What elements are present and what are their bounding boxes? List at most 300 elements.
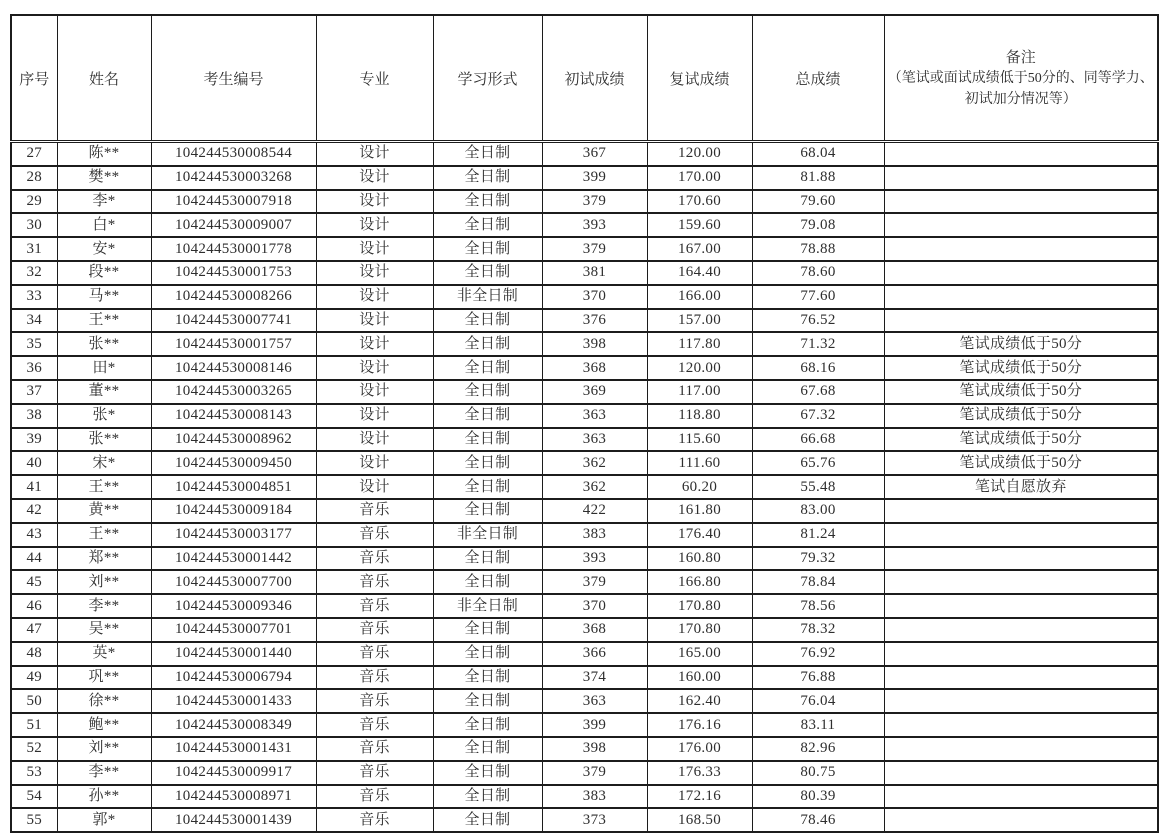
- cell-mode: 全日制: [433, 428, 542, 452]
- table-row: [11, 594, 1158, 618]
- cell-name: 英*: [57, 642, 151, 666]
- table-row: [11, 332, 1158, 356]
- cell-id: 104244530008266: [151, 285, 316, 309]
- cell-retest: 167.00: [647, 237, 752, 261]
- cell-no: 33: [11, 285, 57, 309]
- cell-id: 104244530001442: [151, 547, 316, 571]
- cell-mode: 全日制: [433, 499, 542, 523]
- cell-mode: 全日制: [433, 570, 542, 594]
- cell-no: 49: [11, 666, 57, 690]
- cell-mode: 全日制: [433, 213, 542, 237]
- cell-total: 81.24: [752, 523, 884, 547]
- cell-id: 104244530003177: [151, 523, 316, 547]
- cell-remark: [884, 689, 1158, 713]
- cell-major: 设计: [316, 237, 433, 261]
- cell-id: 104244530008971: [151, 785, 316, 809]
- cell-name: 鲍**: [57, 713, 151, 737]
- cell-total: 83.00: [752, 499, 884, 523]
- cell-mode: 非全日制: [433, 523, 542, 547]
- cell-id: 104244530004851: [151, 475, 316, 499]
- cell-retest: 111.60: [647, 451, 752, 475]
- cell-remark: [884, 737, 1158, 761]
- table-row: [11, 380, 1158, 404]
- cell-mode: 全日制: [433, 689, 542, 713]
- cell-initial: 379: [542, 190, 647, 214]
- cell-id: 104244530009917: [151, 761, 316, 785]
- column-header-major: [316, 15, 433, 142]
- cell-retest: 170.80: [647, 594, 752, 618]
- cell-mode: 全日制: [433, 618, 542, 642]
- table-header: [11, 15, 1158, 142]
- cell-name: 王**: [57, 475, 151, 499]
- cell-initial: 399: [542, 713, 647, 737]
- column-header-initial: [542, 15, 647, 142]
- cell-remark: 笔试成绩低于50分: [884, 428, 1158, 452]
- table-row: [11, 785, 1158, 809]
- table-row: [11, 499, 1158, 523]
- cell-initial: 393: [542, 547, 647, 571]
- cell-name: 董**: [57, 380, 151, 404]
- table-row: [11, 166, 1158, 190]
- cell-no: 42: [11, 499, 57, 523]
- cell-id: 104244530007700: [151, 570, 316, 594]
- cell-total: 65.76: [752, 451, 884, 475]
- cell-name: 孙**: [57, 785, 151, 809]
- cell-major: 设计: [316, 380, 433, 404]
- cell-remark: 笔试成绩低于50分: [884, 404, 1158, 428]
- cell-id: 104244530008962: [151, 428, 316, 452]
- cell-id: 104244530007918: [151, 190, 316, 214]
- cell-mode: 全日制: [433, 451, 542, 475]
- cell-no: 30: [11, 213, 57, 237]
- cell-id: 104244530001440: [151, 642, 316, 666]
- cell-remark: 笔试成绩低于50分: [884, 380, 1158, 404]
- cell-total: 79.60: [752, 190, 884, 214]
- cell-initial: 366: [542, 642, 647, 666]
- cell-no: 35: [11, 332, 57, 356]
- cell-initial: 379: [542, 237, 647, 261]
- table-row: [11, 356, 1158, 380]
- cell-retest: 60.20: [647, 475, 752, 499]
- cell-name: 王**: [57, 523, 151, 547]
- cell-remark: [884, 190, 1158, 214]
- cell-id: 104244530008146: [151, 356, 316, 380]
- cell-major: 设计: [316, 142, 433, 166]
- cell-total: 78.56: [752, 594, 884, 618]
- cell-remark: [884, 166, 1158, 190]
- cell-initial: 379: [542, 570, 647, 594]
- cell-retest: 170.60: [647, 190, 752, 214]
- cell-total: 76.52: [752, 309, 884, 333]
- cell-name: 徐**: [57, 689, 151, 713]
- cell-total: 76.92: [752, 642, 884, 666]
- cell-retest: 176.00: [647, 737, 752, 761]
- cell-remark: 笔试成绩低于50分: [884, 356, 1158, 380]
- cell-retest: 117.00: [647, 380, 752, 404]
- column-label: 初试成绩: [564, 71, 625, 88]
- cell-retest: 170.80: [647, 618, 752, 642]
- cell-name: 田*: [57, 356, 151, 380]
- cell-name: 刘**: [57, 737, 151, 761]
- cell-id: 104244530001431: [151, 737, 316, 761]
- cell-initial: 393: [542, 213, 647, 237]
- cell-name: 郭*: [57, 808, 151, 832]
- cell-no: 37: [11, 380, 57, 404]
- cell-retest: 166.00: [647, 285, 752, 309]
- cell-retest: 176.33: [647, 761, 752, 785]
- cell-mode: 非全日制: [433, 285, 542, 309]
- cell-total: 82.96: [752, 737, 884, 761]
- cell-total: 67.32: [752, 404, 884, 428]
- table-row: [11, 475, 1158, 499]
- cell-remark: [884, 570, 1158, 594]
- cell-major: 设计: [316, 451, 433, 475]
- cell-retest: 120.00: [647, 356, 752, 380]
- cell-remark: [884, 261, 1158, 285]
- cell-retest: 166.80: [647, 570, 752, 594]
- cell-total: 68.04: [752, 142, 884, 166]
- cell-id: 104244530008143: [151, 404, 316, 428]
- cell-total: 79.08: [752, 213, 884, 237]
- cell-major: 设计: [316, 213, 433, 237]
- cell-retest: 160.80: [647, 547, 752, 571]
- cell-initial: 363: [542, 404, 647, 428]
- cell-initial: 370: [542, 594, 647, 618]
- cell-initial: 362: [542, 475, 647, 499]
- cell-no: 29: [11, 190, 57, 214]
- cell-retest: 160.00: [647, 666, 752, 690]
- cell-no: 53: [11, 761, 57, 785]
- cell-name: 黄**: [57, 499, 151, 523]
- cell-remark: [884, 618, 1158, 642]
- cell-mode: 全日制: [433, 642, 542, 666]
- cell-name: 张*: [57, 404, 151, 428]
- table-row: [11, 713, 1158, 737]
- cell-major: 音乐: [316, 594, 433, 618]
- table-body: [11, 142, 1158, 833]
- cell-remark: [884, 761, 1158, 785]
- cell-major: 设计: [316, 309, 433, 333]
- cell-total: 76.04: [752, 689, 884, 713]
- table-row: [11, 523, 1158, 547]
- cell-mode: 全日制: [433, 761, 542, 785]
- cell-major: 设计: [316, 261, 433, 285]
- cell-total: 78.46: [752, 808, 884, 832]
- cell-id: 104244530001433: [151, 689, 316, 713]
- column-label: 总成绩: [795, 71, 841, 88]
- cell-retest: 117.80: [647, 332, 752, 356]
- cell-initial: 368: [542, 356, 647, 380]
- cell-no: 50: [11, 689, 57, 713]
- cell-id: 104244530009007: [151, 213, 316, 237]
- column-header-retest: [647, 15, 752, 142]
- cell-retest: 172.16: [647, 785, 752, 809]
- cell-major: 音乐: [316, 713, 433, 737]
- cell-major: 设计: [316, 285, 433, 309]
- column-label: 考生编号: [203, 71, 264, 88]
- cell-no: 54: [11, 785, 57, 809]
- cell-mode: 非全日制: [433, 594, 542, 618]
- cell-major: 音乐: [316, 570, 433, 594]
- cell-remark: [884, 713, 1158, 737]
- cell-mode: 全日制: [433, 356, 542, 380]
- cell-initial: 422: [542, 499, 647, 523]
- results-table: [10, 14, 1159, 833]
- cell-id: 104244530009184: [151, 499, 316, 523]
- cell-id: 104244530003268: [151, 166, 316, 190]
- cell-name: 李**: [57, 594, 151, 618]
- cell-id: 104244530008349: [151, 713, 316, 737]
- cell-name: 白*: [57, 213, 151, 237]
- cell-mode: 全日制: [433, 475, 542, 499]
- column-header-id: [151, 15, 316, 142]
- cell-name: 马**: [57, 285, 151, 309]
- cell-id: 104244530006794: [151, 666, 316, 690]
- cell-initial: 383: [542, 785, 647, 809]
- cell-no: 44: [11, 547, 57, 571]
- cell-major: 设计: [316, 428, 433, 452]
- table-row: [11, 190, 1158, 214]
- cell-retest: 170.00: [647, 166, 752, 190]
- cell-major: 音乐: [316, 666, 433, 690]
- cell-retest: 159.60: [647, 213, 752, 237]
- cell-major: 设计: [316, 404, 433, 428]
- table-row: [11, 547, 1158, 571]
- cell-total: 77.60: [752, 285, 884, 309]
- table-row: [11, 451, 1158, 475]
- cell-initial: 398: [542, 332, 647, 356]
- cell-retest: 168.50: [647, 808, 752, 832]
- column-header-no: [11, 15, 57, 142]
- column-label: 专业: [359, 71, 390, 88]
- cell-mode: 全日制: [433, 142, 542, 166]
- cell-retest: 176.40: [647, 523, 752, 547]
- cell-remark: 笔试自愿放弃: [884, 475, 1158, 499]
- cell-retest: 118.80: [647, 404, 752, 428]
- cell-name: 张**: [57, 332, 151, 356]
- cell-mode: 全日制: [433, 166, 542, 190]
- cell-remark: [884, 594, 1158, 618]
- cell-initial: 373: [542, 808, 647, 832]
- table-row: [11, 618, 1158, 642]
- cell-remark: [884, 237, 1158, 261]
- header-row: [11, 15, 1158, 142]
- cell-name: 巩**: [57, 666, 151, 690]
- cell-mode: 全日制: [433, 261, 542, 285]
- cell-major: 设计: [316, 166, 433, 190]
- cell-mode: 全日制: [433, 713, 542, 737]
- cell-no: 46: [11, 594, 57, 618]
- cell-retest: 165.00: [647, 642, 752, 666]
- cell-mode: 全日制: [433, 309, 542, 333]
- cell-mode: 全日制: [433, 547, 542, 571]
- cell-mode: 全日制: [433, 404, 542, 428]
- cell-remark: [884, 285, 1158, 309]
- column-header-name: [57, 15, 151, 142]
- cell-total: 78.32: [752, 618, 884, 642]
- cell-initial: 374: [542, 666, 647, 690]
- cell-name: 李*: [57, 190, 151, 214]
- cell-remark: 笔试成绩低于50分: [884, 332, 1158, 356]
- cell-remark: [884, 523, 1158, 547]
- cell-no: 45: [11, 570, 57, 594]
- cell-no: 27: [11, 142, 57, 166]
- cell-no: 47: [11, 618, 57, 642]
- cell-mode: 全日制: [433, 666, 542, 690]
- column-label: 复试成绩: [669, 71, 730, 88]
- cell-remark: [884, 808, 1158, 832]
- cell-mode: 全日制: [433, 808, 542, 832]
- cell-remark: [884, 213, 1158, 237]
- cell-name: 陈**: [57, 142, 151, 166]
- table-row: [11, 213, 1158, 237]
- table-row: [11, 309, 1158, 333]
- cell-name: 张**: [57, 428, 151, 452]
- cell-total: 66.68: [752, 428, 884, 452]
- cell-no: 38: [11, 404, 57, 428]
- cell-major: 设计: [316, 475, 433, 499]
- cell-mode: 全日制: [433, 380, 542, 404]
- column-label: 姓名: [88, 71, 119, 88]
- cell-id: 104244530007701: [151, 618, 316, 642]
- table-row: [11, 404, 1158, 428]
- cell-initial: 367: [542, 142, 647, 166]
- cell-id: 104244530001757: [151, 332, 316, 356]
- cell-retest: 176.16: [647, 713, 752, 737]
- column-label: 学习形式: [457, 71, 518, 88]
- cell-initial: 370: [542, 285, 647, 309]
- cell-total: 78.88: [752, 237, 884, 261]
- cell-no: 36: [11, 356, 57, 380]
- cell-name: 宋*: [57, 451, 151, 475]
- cell-retest: 157.00: [647, 309, 752, 333]
- table-row: [11, 761, 1158, 785]
- cell-initial: 363: [542, 689, 647, 713]
- cell-major: 音乐: [316, 808, 433, 832]
- cell-no: 34: [11, 309, 57, 333]
- cell-major: 音乐: [316, 523, 433, 547]
- table-row: [11, 142, 1158, 166]
- cell-no: 39: [11, 428, 57, 452]
- cell-major: 音乐: [316, 547, 433, 571]
- cell-total: 79.32: [752, 547, 884, 571]
- table-row: [11, 570, 1158, 594]
- cell-remark: [884, 666, 1158, 690]
- cell-total: 80.39: [752, 785, 884, 809]
- cell-mode: 全日制: [433, 332, 542, 356]
- cell-retest: 161.80: [647, 499, 752, 523]
- column-header-total: [752, 15, 884, 142]
- cell-no: 55: [11, 808, 57, 832]
- cell-initial: 399: [542, 166, 647, 190]
- cell-no: 43: [11, 523, 57, 547]
- table-row: [11, 642, 1158, 666]
- cell-mode: 全日制: [433, 237, 542, 261]
- cell-id: 104244530003265: [151, 380, 316, 404]
- cell-initial: 383: [542, 523, 647, 547]
- cell-initial: 379: [542, 761, 647, 785]
- cell-remark: [884, 142, 1158, 166]
- cell-major: 音乐: [316, 785, 433, 809]
- column-label: 备注: [1005, 50, 1036, 67]
- cell-major: 设计: [316, 190, 433, 214]
- table-row: [11, 808, 1158, 832]
- cell-major: 设计: [316, 332, 433, 356]
- cell-no: 28: [11, 166, 57, 190]
- cell-total: 76.88: [752, 666, 884, 690]
- cell-id: 104244530009450: [151, 451, 316, 475]
- table-row: [11, 285, 1158, 309]
- cell-total: 83.11: [752, 713, 884, 737]
- cell-name: 樊**: [57, 166, 151, 190]
- cell-total: 81.88: [752, 166, 884, 190]
- cell-total: 67.68: [752, 380, 884, 404]
- cell-name: 吴**: [57, 618, 151, 642]
- table-row: [11, 666, 1158, 690]
- cell-total: 80.75: [752, 761, 884, 785]
- table-row: [11, 237, 1158, 261]
- cell-total: 68.16: [752, 356, 884, 380]
- cell-name: 刘**: [57, 570, 151, 594]
- cell-no: 31: [11, 237, 57, 261]
- cell-initial: 376: [542, 309, 647, 333]
- cell-id: 104244530001439: [151, 808, 316, 832]
- cell-no: 52: [11, 737, 57, 761]
- table-row: [11, 689, 1158, 713]
- cell-remark: 笔试成绩低于50分: [884, 451, 1158, 475]
- cell-initial: 398: [542, 737, 647, 761]
- cell-initial: 369: [542, 380, 647, 404]
- cell-name: 段**: [57, 261, 151, 285]
- cell-mode: 全日制: [433, 737, 542, 761]
- cell-initial: 362: [542, 451, 647, 475]
- cell-retest: 115.60: [647, 428, 752, 452]
- cell-major: 音乐: [316, 737, 433, 761]
- table-row: [11, 261, 1158, 285]
- column-label: 序号: [19, 71, 50, 88]
- cell-no: 48: [11, 642, 57, 666]
- cell-no: 32: [11, 261, 57, 285]
- cell-total: 71.32: [752, 332, 884, 356]
- column-header-mode: [433, 15, 542, 142]
- cell-id: 104244530008544: [151, 142, 316, 166]
- cell-mode: 全日制: [433, 785, 542, 809]
- cell-remark: [884, 642, 1158, 666]
- cell-id: 104244530001778: [151, 237, 316, 261]
- cell-major: 音乐: [316, 689, 433, 713]
- cell-remark: [884, 499, 1158, 523]
- cell-total: 55.48: [752, 475, 884, 499]
- cell-id: 104244530007741: [151, 309, 316, 333]
- cell-initial: 381: [542, 261, 647, 285]
- cell-major: 音乐: [316, 642, 433, 666]
- cell-mode: 全日制: [433, 190, 542, 214]
- cell-name: 安*: [57, 237, 151, 261]
- cell-id: 104244530001753: [151, 261, 316, 285]
- cell-retest: 164.40: [647, 261, 752, 285]
- cell-total: 78.84: [752, 570, 884, 594]
- cell-major: 音乐: [316, 761, 433, 785]
- column-sublabel: （笔试或面试成绩低于50分的、同等学力、初试加分情况等）: [887, 71, 1154, 107]
- cell-id: 104244530009346: [151, 594, 316, 618]
- cell-name: 郑**: [57, 547, 151, 571]
- cell-major: 音乐: [316, 618, 433, 642]
- cell-name: 王**: [57, 309, 151, 333]
- cell-remark: [884, 547, 1158, 571]
- cell-initial: 363: [542, 428, 647, 452]
- table-row: [11, 428, 1158, 452]
- cell-no: 41: [11, 475, 57, 499]
